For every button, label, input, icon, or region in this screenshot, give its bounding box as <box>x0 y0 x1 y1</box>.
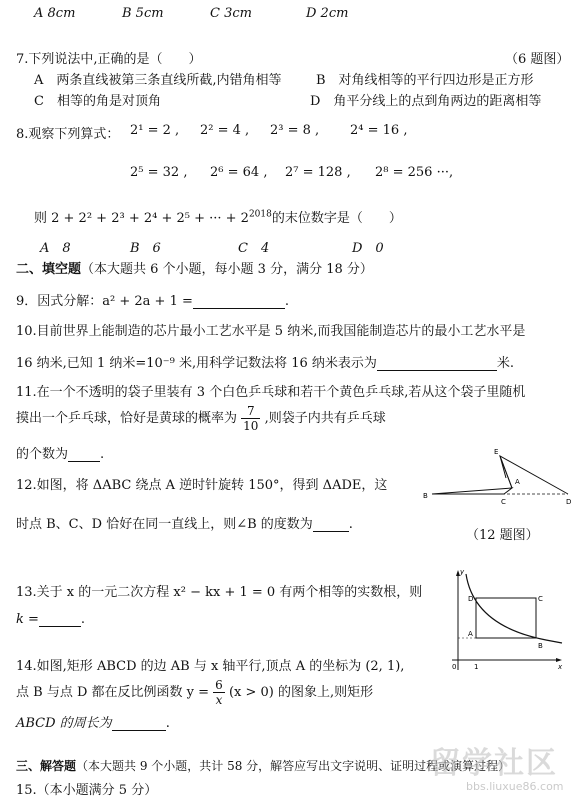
q11-answer-blank[interactable] <box>68 461 100 462</box>
q6-option-d: D 2cm <box>306 6 349 21</box>
q8-eq-4: 2⁴ = 16 , <box>350 123 408 138</box>
q14-label-y: y <box>460 568 465 576</box>
q7-option-d: D 角平分线上的点到角两边的距离相等 <box>310 94 542 109</box>
q9-answer-blank[interactable] <box>193 308 285 309</box>
q11-probability-fraction: $\frac{7}{10}$ <box>243 404 259 433</box>
q14-line-2: 点 B 与点 D 都在反比例函数 y = $\frac{6}{x}$ (x > 0) 的图象上,则矩形 <box>16 678 374 707</box>
q13-line-2: k = . <box>16 612 86 627</box>
q11-line-2: 摸出一个乒乓球，恰好是黄球的概率为 $\frac{7}{10}$ ,则袋子内共有乒乓球 <box>16 404 386 433</box>
q14-line-3: ABCD 的周长为 . <box>16 716 170 731</box>
q12-label-b: B <box>423 492 428 500</box>
q8-eq-6: 2⁶ = 64 , <box>210 165 268 180</box>
q8-eq-2: 2² = 4 , <box>200 123 250 138</box>
q6-option-c: C 3cm <box>210 6 252 21</box>
watermark-brand: 留学社区 <box>430 746 558 781</box>
q7-figure-note: （6 题图） <box>505 52 570 67</box>
q6-option-b: B 5cm <box>122 6 164 21</box>
q14-inverse-function-figure <box>436 566 566 676</box>
q10-line-2: 16 纳米,已知 1 纳米=10⁻⁹ 米,用科学记数法将 16 纳米表示为 米. <box>16 356 515 371</box>
q14-rectangle-abcd <box>476 598 536 638</box>
q8-stem: 8.观察下列算式： <box>16 127 120 142</box>
q8-question: 则 2 + 2² + 2³ + 2⁴ + 2⁵ + ··· + $2^{2018}$的末位数字是（ ） <box>34 209 402 226</box>
q7-option-a: A 两条直线被第三条直线所截,内错角相等 <box>34 73 282 88</box>
q8-eq-5: 2⁵ = 32 , <box>130 165 188 180</box>
q12-label-d: D <box>566 498 572 506</box>
q13-line-1: 13.关于 x 的一元二次方程 x² − kx + 1 = 0 有两个相等的实数根，则 <box>16 585 423 600</box>
q8-option-d: D 0 <box>352 241 384 256</box>
q12-answer-blank[interactable] <box>313 531 349 532</box>
q10-line-1: 10.目前世界上能制造的芯片最小工艺水平是 5 纳米,而我国能制造芯片的最小工艺水平是 <box>16 324 526 339</box>
watermark-url: bbs.liuxue86.com <box>466 780 564 793</box>
q11-line-3: 的个数为 . <box>16 447 105 462</box>
q14-line-1: 14.如图,矩形 ABCD 的边 AB 与 x 轴平行,顶点 A 的坐标为 (2, 1), <box>16 659 405 674</box>
q14-label-c: C <box>538 595 543 603</box>
q14-label-origin: 0 <box>452 663 457 671</box>
q12-triangle-figure <box>420 446 580 526</box>
q14-label-x: x <box>558 663 563 671</box>
q12-triangle-abc <box>432 488 512 494</box>
q12-label-c: C <box>501 498 506 506</box>
q10-answer-blank[interactable] <box>377 370 497 371</box>
q7-option-c: C 相等的角是对顶角 <box>34 94 161 109</box>
q7-stem: 7.下列说法中,正确的是（ ） <box>16 52 202 67</box>
q6-option-a: A 8cm <box>34 6 76 21</box>
q9: 9．因式分解：a² + 2a + 1 = . <box>16 294 290 309</box>
q14-label-a: A <box>468 630 473 638</box>
q8-eq-3: 2³ = 8 , <box>270 123 320 138</box>
q8-option-c: C 4 <box>238 241 270 256</box>
q12-figure-caption: （12 题图） <box>466 528 539 543</box>
section-2-header: 二、填空题（本大题共 6 个小题，每小题 3 分，满分 18 分） <box>16 262 373 277</box>
q12-line-1: 12.如图，将 ΔABC 绕点 A 逆时针旋转 150°，得到 ΔADE，这 <box>16 478 388 493</box>
q12-label-a: A <box>515 478 520 486</box>
q14-answer-blank[interactable] <box>112 730 166 731</box>
q13-answer-blank[interactable] <box>39 626 81 627</box>
q14-label-d: D <box>468 595 474 603</box>
q14-label-b: B <box>538 642 543 650</box>
q14-hyperbola-curve <box>466 574 562 643</box>
q8-option-a: A 8 <box>40 241 71 256</box>
q12-label-e: E <box>494 448 499 456</box>
q14-function-fraction: $\frac{6}{x}$ <box>215 678 223 707</box>
q11-line-1: 11.在一个不透明的袋子里装有 3 个白色乒乓球和若干个黄色乒乓球,若从这个袋子里随机 <box>16 385 526 400</box>
q8-option-b: B 6 <box>130 241 161 256</box>
q7-option-b: B 对角线相等的平行四边形是正方形 <box>316 73 534 88</box>
q15-header: 15.（本小题满分 5 分） <box>16 783 158 798</box>
q14-label-one: 1 <box>474 663 479 671</box>
q12-line-2: 时点 B、C、D 恰好在同一直线上，则∠B 的度数为 . <box>16 517 353 532</box>
q14-x-axis-arrow <box>556 658 562 662</box>
q8-eq-8: 2⁸ = 256 ···, <box>375 165 454 180</box>
q8-eq-7: 2⁷ = 128 , <box>285 165 351 180</box>
q8-eq-1: 2¹ = 2 , <box>130 123 180 138</box>
section-3-header: 三、解答题（本大题共 9 个小题，共计 58 分，解答应写出文字说明、证明过程或演算过程） <box>16 759 511 773</box>
